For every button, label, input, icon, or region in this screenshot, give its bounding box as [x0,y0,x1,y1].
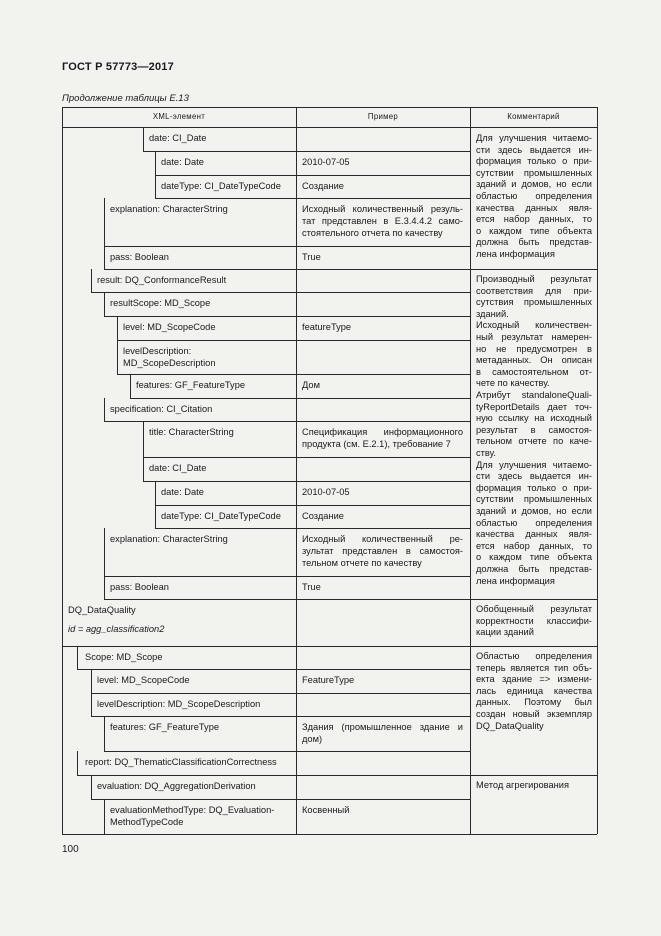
example-value: Косвенный [302,805,350,815]
comment-text: качества данных явля- [476,202,592,213]
row-border [104,576,470,577]
element-name: MD_ScopeDescription [123,358,216,369]
element-name: level: MD_ScopeCode [97,675,190,685]
comment-text: зданий. [476,308,509,319]
comment-text: должна быть представ- [476,237,592,248]
example-value: тат представлен в Е.3.4.4.2 само- [302,216,463,227]
element-indent-line [77,646,78,669]
comment-border [470,775,597,776]
comment-text: о каждом типе объекта [476,225,592,236]
row-border [143,457,470,458]
comment-text: корректности классифи- [476,615,592,626]
element-name: evaluationMethodType: DQ_Evaluation- [110,805,275,815]
comment-text: лена информация [476,575,555,586]
element-name: explanation: CharacterString [110,204,228,214]
comment-text: tyReportDetails дает точ- [476,401,592,412]
element-name: dateType: CI_DateTypeCode [161,181,281,191]
comment-text: сутствии промышленных [476,167,592,178]
element-name: report: DQ_ThematicClassificationCorrectness [85,757,277,767]
example-value: True [302,252,321,262]
row-border [117,374,470,375]
element-name: Scope: MD_Scope [85,652,163,662]
row-border [104,834,470,835]
row-border [62,646,470,647]
example-value: продукта (см. Е.2.1), требование 7 [302,439,451,450]
row-border [104,269,470,270]
table-border-left [62,107,63,834]
element-name: pass: Boolean [110,582,169,592]
element-indent-line [104,576,105,599]
comment-border [470,646,597,647]
column-header-element: XML-элемент [152,112,206,121]
element-indent-line [91,669,92,693]
example-value: True [302,582,321,592]
table-border-right [597,107,598,834]
comment-text: лена информация [476,249,555,259]
example-value: 2010-07-05 [302,487,350,497]
example-value: 2010-07-05 [302,157,350,167]
example-value: стоятельного отчета по качеству [302,228,443,239]
comment-text: качества данных явля- [476,529,592,540]
element-indent-line [117,316,118,340]
column-divider-example [296,107,297,834]
element-name: MethodTypeCode [110,817,184,828]
comment-text: Производный результат [476,274,592,284]
element-indent-line [130,374,131,398]
comment-text: но не предусмотрен в [476,343,592,354]
row-border [77,669,470,670]
row-border [91,693,470,694]
comment-text: метаданных. Он описан [476,355,592,366]
row-border [143,481,470,482]
row-border [91,799,470,800]
comment-text: областью определения [476,191,592,201]
comment-text: Областью определения [476,651,592,661]
comment-border [470,599,597,600]
comment-text: данных. Поэтому был [476,697,592,708]
example-value: Здания (промышленное здание и [302,722,463,732]
comment-text: должна быть представ- [476,564,592,574]
element-name: features: GF_FeatureType [136,380,246,390]
comment-text: формация только о при- [476,156,592,167]
comment-text: Метод агрегирования [476,780,570,790]
comment-border [470,834,597,835]
row-border [155,198,470,199]
comment-text: областью определения [476,517,592,528]
comment-text: ную ссылку на исходный [476,413,592,424]
comment-text: чете по качеству. [476,378,550,389]
element-name: specification: CI_Citation [110,404,213,414]
comment-text: Для улучшения читаемо- [476,459,592,470]
example-value: Дом [302,380,320,390]
element-indent-line [155,175,156,198]
comment-text: тельном отчете по каче- [476,436,592,447]
element-indent-line [143,127,144,151]
element-name: date: Date [161,487,204,497]
comment-text: DQ_DataQuality [476,720,544,731]
element-indent-line [155,505,156,528]
element-id: id = agg_classification2 [68,624,165,634]
element-name: title: CharacterString [149,427,234,437]
row-border [117,340,470,341]
element-name: levelDescription: [123,346,192,356]
element-name: result: DQ_ConformanceResult [97,275,227,285]
element-indent-line [117,340,118,374]
table-border-top [62,107,597,108]
comment-border [470,269,597,270]
comment-text: формация только о при- [476,482,592,493]
element-name: pass: Boolean [110,252,169,262]
element-name: features: GF_FeatureType [110,722,220,732]
element-indent-line [143,457,144,481]
comment-text: ется набор данных, то [476,540,592,551]
element-indent-line [77,751,78,775]
comment-text: Для улучшения читаемо- [476,133,592,143]
element-indent-line [155,151,156,175]
element-indent-line [155,481,156,505]
comment-text: зданий и домов, но если [476,506,592,516]
example-value: зультат представлен в самостоя- [302,546,463,557]
row-border [143,151,470,152]
element-name: DQ_DataQuality [68,605,136,615]
row-border [77,775,470,776]
comment-text: ный результат намерен- [476,332,592,342]
element-name: dateType: CI_DateTypeCode [161,511,281,521]
row-border [155,528,470,529]
element-indent-line [104,198,105,246]
column-header-comment: Комментарий [507,112,560,121]
table-caption: Продолжение таблицы Е.13 [62,93,189,104]
comment-text: о каждом типе объекта [476,552,592,563]
element-indent-line [91,269,92,292]
comment-text: зданий и домов, но если [476,179,592,190]
example-value: Исходный количественный ре- [302,534,463,544]
row-border [155,505,470,506]
example-value: дом) [302,734,323,745]
comment-text: Атрибут standaloneQuali- [476,390,592,400]
comment-text: ется набор данных, то [476,214,592,225]
comment-text: в самостоятельном от- [476,366,592,377]
row-border [130,398,470,399]
row-border [155,175,470,176]
example-value: FeatureType [302,675,355,685]
example-value: Исходный количественный резуль- [302,204,463,214]
element-name: explanation: CharacterString [110,534,228,544]
example-value: Создание [302,511,344,521]
element-name: resultScope: MD_Scope [110,298,211,308]
comment-text: сти здесь выдается ин- [476,144,592,155]
example-value: Создание [302,181,344,191]
element-indent-line [143,421,144,457]
element-indent-line [104,716,105,751]
element-indent-line [104,398,105,421]
element-name: date: Date [161,157,204,167]
row-border [104,246,470,247]
comment-text: теперь является тип объ- [476,662,592,673]
comment-text: Исходный количествен- [476,320,592,331]
metadata-table [62,107,597,833]
element-indent-line [104,292,105,316]
element-name: date: CI_Date [149,133,207,143]
element-name: evaluation: DQ_AggregationDerivation [97,781,256,791]
element-indent-line [104,246,105,269]
page-number: 100 [62,844,79,855]
row-border [91,292,470,293]
document-header: ГОСТ Р 57773—2017 [62,61,174,73]
column-divider-comment [470,107,471,834]
comment-text: соответствия для при- [476,285,592,296]
row-border [104,751,470,752]
comment-text: ству. [476,448,496,458]
comment-text: сутствия промышленных [476,297,592,308]
element-indent-line [104,799,105,834]
comment-text: создан новый экземпляр [476,709,592,719]
example-value: тельном отчете по качеству [302,558,422,569]
element-indent-line [91,693,92,716]
row-border [91,716,470,717]
row-border [104,421,470,422]
example-value: featureType [302,322,352,332]
comment-text: екта здание => измени- [476,674,592,685]
column-header-example: Пример [367,112,399,121]
row-border [104,316,470,317]
comment-text: сти здесь выдается ин- [476,471,592,482]
row-border [104,599,470,600]
comment-text: результат в самостоя- [476,424,592,435]
element-name: levelDescription: MD_ScopeDescription [97,699,261,709]
element-name: level: MD_ScopeCode [123,322,216,332]
element-indent-line [91,775,92,799]
example-value: Спецификация информационного [302,427,463,437]
comment-text: кации зданий [476,627,534,638]
comment-text: Обобщенный результат [476,604,592,614]
comment-text: сутствии промышленных [476,494,592,505]
comment-text: лась единица качества [476,685,592,696]
element-name: date: CI_Date [149,463,207,473]
element-indent-line [104,528,105,576]
